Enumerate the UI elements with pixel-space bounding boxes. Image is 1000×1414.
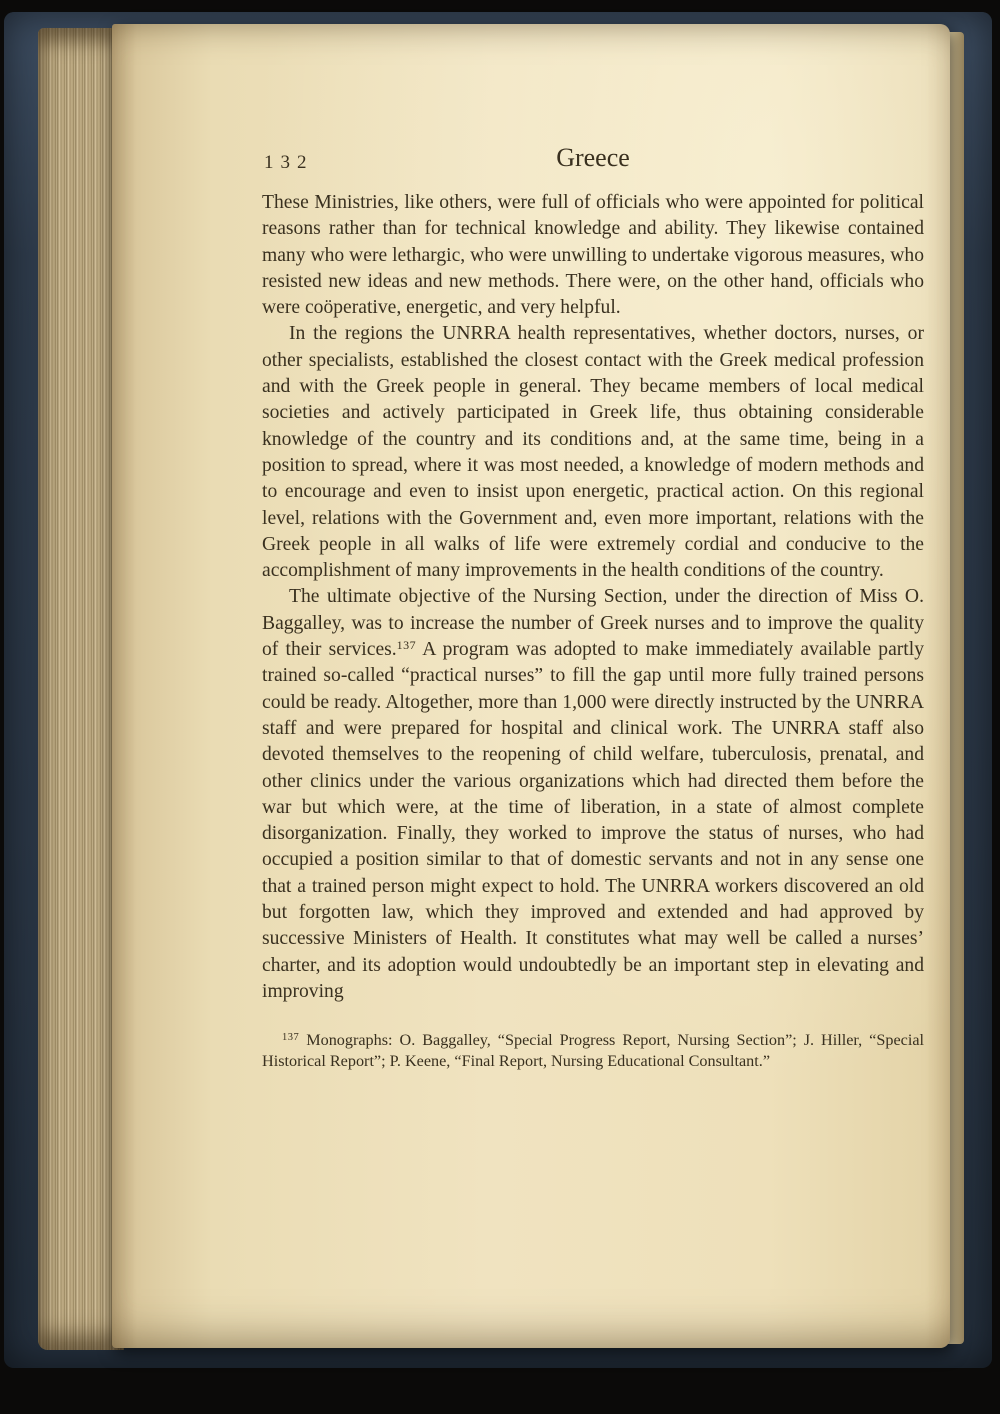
page-number: 132 [264,152,314,173]
paragraph [262,584,924,1005]
footnote [262,1030,924,1071]
footnote-text: Monographs: O. Baggalley, “Special Progress Report, Nursing Section”; J. Hiller, “Special Historical Report”; P. Keene, “Final Report, Nursing Educational Consultant.” [262,1031,924,1070]
book-page [112,24,950,1348]
paragraph: These Ministries, like others, were full of officials who were appointed for political reasons rather than for technical knowledge and ability. They likewise contained many who were lethargic, who were unwilling to undertake vigorous measures, who resisted new ideas and new methods. There were, on the other hand, officials who were coöperative, energetic, and very helpful. [262,192,924,319]
paragraph: In the regions the UNRRA health representatives, whether doctors, nurses, or other specialists, established the closest contact with the Greek medical profession and with the Greek people in general. They became members of local medical societies and actively participated in Greek life, thus obtaining considerable knowledge of the country and its conditions and, at the same time, being in a position to spread, where it was most needed, a knowledge of modern methods and to encourage and even to insist upon energetic, practical action. On this regional level, relations with the Government and, even more important, relations with the Greek people in all walks of life were extremely cordial and conducive to the accomplishment of many improvements in the health conditions of the country. [262,323,924,582]
footnote-ref: 137 [396,638,417,653]
page-title: Greece [556,143,630,172]
paragraph-text: The ultimate objective of the Nursing Section, under the direction of Miss O. Baggalley, was to increase the number of Greek nurses and to improve the quality of their services. [262,586,924,661]
text-block [262,142,924,1071]
footnote-number: 137 [282,1032,300,1044]
paragraph-text: A program was adopted to make immediately available partly trained so-called “practical nurses” to fill the gap until more fully trained persons could be ready. Altogether, more than 1,000 were directly instructed by the UNRRA staff and were prepared for hospital and clinical work. The UNRRA staff also devoted themselves to the reopening of child welfare, tuberculosis, prenatal, and other clinics under the various organizations which had directed them before the war but which were, at the time of liberation, in a state of almost complete disorganization. Finally, they worked to improve the status of nurses, who had occupied a position similar to that of domestic servants and not in any sense one that a trained person might expect to hold. The UNRRA workers discovered an old but forgotten law, which they improved and extended and had approved by successive Ministers of Health. It constitutes what may well be called a nurses’ charter, and its adoption would undoubtedly be an important step in elevating and improving [262,639,924,1002]
page-header [262,142,924,182]
